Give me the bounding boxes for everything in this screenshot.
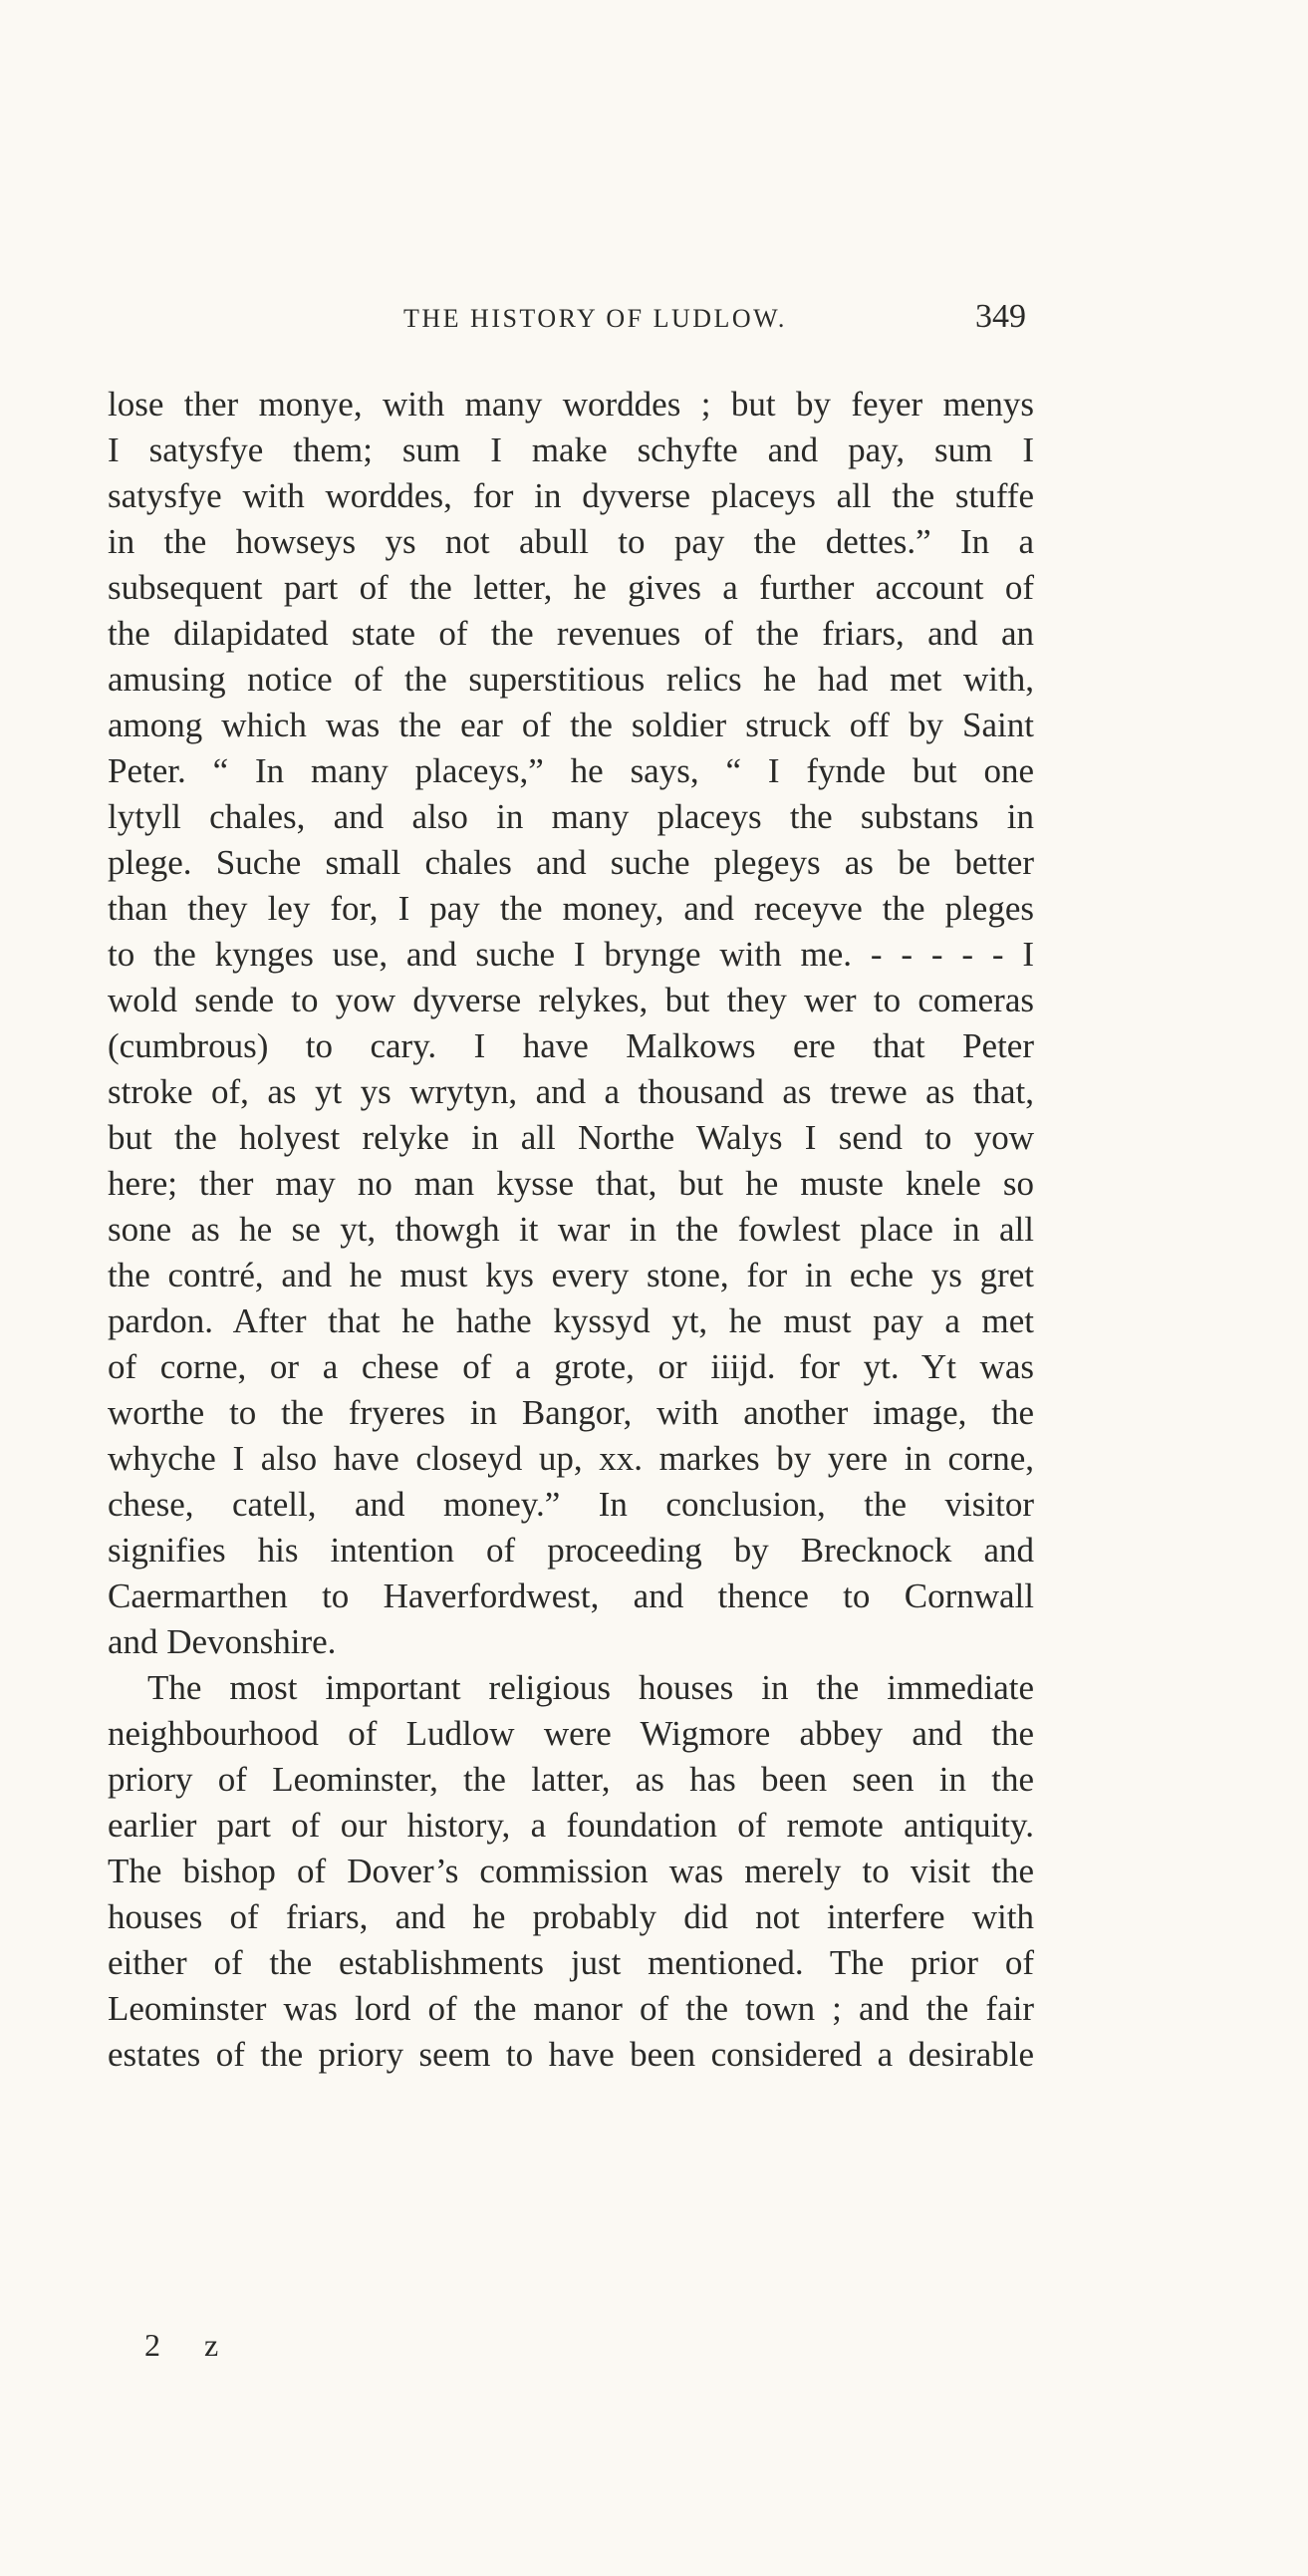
text-line: wold sende to yow dyverse relykes, but they wer to comeras <box>108 981 1034 1019</box>
signature-mark: 2 z <box>144 2327 237 2363</box>
text-line: houses of friars, and he probably did not interfere with <box>108 1897 1034 1936</box>
text-line: of corne, or a chese of a grote, or iiijd. for yt. Yt was <box>108 1347 1034 1386</box>
text-line: I satysfye them; sum I make schyfte and pay, sum I <box>108 430 1034 469</box>
text-line: stroke of, as yt ys wrytyn, and a thousand as trewe as that, <box>108 1072 1034 1111</box>
text-line: The bishop of Dover’s commission was merely to visit the <box>108 1852 1034 1890</box>
text-line: in the howseys ys not abull to pay the dettes.” In a <box>108 522 1034 561</box>
text-line: lose ther monye, with many worddes ; but by feyer menys <box>108 385 1034 424</box>
text-line: estates of the priory seem to have been considered a desirable <box>108 2035 1034 2074</box>
text-line: earlier part of our history, a foundation of remote antiquity. <box>108 1806 1034 1845</box>
text-line: and Devonshire. <box>108 1622 337 1661</box>
text-line: the contré, and he must kys every stone, for in eche ys gret <box>108 1256 1034 1294</box>
text-line: (cumbrous) to cary. I have Malkows ere that Peter <box>108 1026 1034 1065</box>
text-line: subsequent part of the letter, he gives a further account of <box>108 568 1034 607</box>
text-line: pardon. After that he hathe kyssyd yt, he must pay a met <box>108 1301 1034 1340</box>
text-line: The most important religious houses in the immediate <box>147 1668 1034 1707</box>
text-line: here; ther may no man kysse that, but he muste knele so <box>108 1164 1034 1203</box>
text-line: Leominster was lord of the manor of the town ; and the fair <box>108 1989 1034 2028</box>
text-line: amusing notice of the superstitious relics he had met with, <box>108 660 1034 699</box>
text-line: whyche I also have closeyd up, xx. markes by yere in corne, <box>108 1439 1034 1478</box>
text-line: lytyll chales, and also in many placeys the substans in <box>108 797 1034 836</box>
text-line: among which was the ear of the soldier struck off by Saint <box>108 706 1034 744</box>
body-text <box>108 382 1034 2078</box>
text-line: but the holyest relyke in all Northe Walys I send to yow <box>108 1118 1034 1157</box>
text-line: sone as he se yt, thowgh it war in the fowlest place in all <box>108 1210 1034 1249</box>
text-line: either of the establishments just mentioned. The prior of <box>108 1943 1034 1982</box>
text-line: satysfye with worddes, for in dyverse placeys all the stuffe <box>108 476 1034 515</box>
text-line: Caermarthen to Haverfordwest, and thence to Cornwall <box>108 1576 1034 1615</box>
text-line: neighbourhood of Ludlow were Wigmore abbey and the <box>108 1714 1034 1753</box>
text-line: plege. Suche small chales and suche plegeys as be better <box>108 843 1034 882</box>
text-line: the dilapidated state of the revenues of the friars, and an <box>108 614 1034 653</box>
text-line: priory of Leominster, the latter, as has been seen in the <box>108 1760 1034 1799</box>
text-line: Peter. “ In many placeys,” he says, “ I fynde but one <box>108 751 1034 790</box>
running-title: THE HISTORY OF LUDLOW. <box>403 304 787 333</box>
page-number: 349 <box>975 298 1026 335</box>
text-line: chese, catell, and money.” In conclusion, the visitor <box>108 1485 1034 1524</box>
running-head <box>403 299 1026 339</box>
text-line: signifies his intention of proceeding by Brecknock and <box>108 1531 1034 1570</box>
text-line: than they ley for, I pay the money, and receyve the pleges <box>108 889 1034 928</box>
text-line: worthe to the fryeres in Bangor, with another image, the <box>108 1393 1034 1432</box>
text-line: to the kynges use, and suche I brynge with me. - - - - - I <box>108 935 1034 974</box>
